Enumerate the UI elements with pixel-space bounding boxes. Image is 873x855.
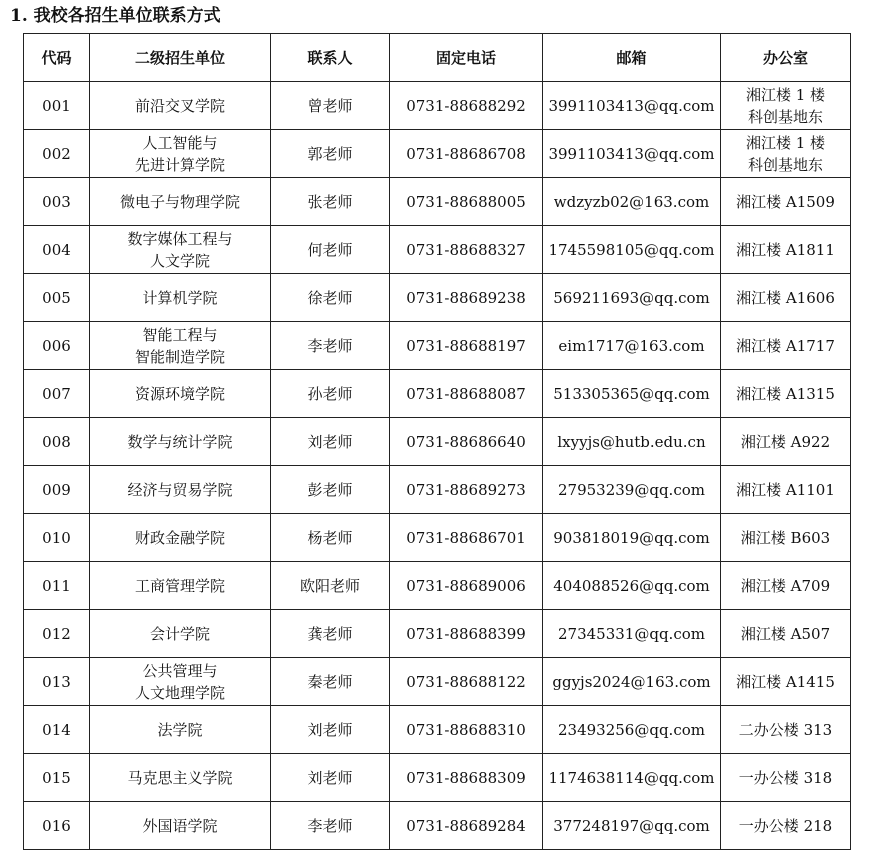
table-header-row	[24, 34, 851, 82]
cell-phone: 0731-88689273	[390, 466, 543, 514]
cell-unit-line: 经济与贸易学院	[127, 480, 233, 499]
cell-unit-line: 数字媒体工程与	[127, 229, 233, 248]
cell-office	[721, 562, 851, 610]
cell-phone: 0731-88688399	[390, 610, 543, 658]
cell-office	[721, 274, 851, 322]
cell-unit	[90, 562, 271, 610]
cell-unit-line: 人文学院	[149, 251, 210, 270]
cell-office	[721, 130, 851, 178]
cell-contact: 曾老师	[271, 82, 390, 130]
cell-email: 1745598105@qq.com	[543, 226, 721, 274]
table-row	[24, 562, 851, 610]
cell-unit-line: 财政金融学院	[134, 528, 225, 547]
cell-phone: 0731-88689284	[390, 802, 543, 850]
document-title: 1. 我校各招生单位联系方式	[10, 6, 221, 26]
table-row	[24, 754, 851, 802]
cell-office-line: 一办公楼 318	[738, 768, 833, 787]
cell-phone: 0731-88686708	[390, 130, 543, 178]
cell-office-line: 一办公楼 218	[738, 816, 833, 835]
cell-email: eim1717@163.com	[543, 322, 721, 370]
cell-unit	[90, 658, 271, 706]
cell-contact: 李老师	[271, 802, 390, 850]
table-row	[24, 706, 851, 754]
cell-email: 3991103413@qq.com	[543, 82, 721, 130]
cell-code: 001	[24, 82, 90, 130]
cell-email: 27953239@qq.com	[543, 466, 721, 514]
table-row	[24, 658, 851, 706]
cell-code: 012	[24, 610, 90, 658]
cell-unit-line: 会计学院	[149, 624, 210, 643]
cell-office	[721, 370, 851, 418]
header-contact: 联系人	[271, 34, 390, 82]
cell-code: 010	[24, 514, 90, 562]
cell-code: 005	[24, 274, 90, 322]
header-code: 代码	[24, 34, 90, 82]
cell-email: 513305365@qq.com	[543, 370, 721, 418]
cell-code: 004	[24, 226, 90, 274]
cell-phone: 0731-88688327	[390, 226, 543, 274]
cell-unit-line: 计算机学院	[142, 288, 218, 307]
cell-code: 009	[24, 466, 90, 514]
cell-office	[721, 178, 851, 226]
table-body	[24, 82, 851, 850]
cell-unit-line: 数学与统计学院	[127, 432, 233, 451]
cell-unit	[90, 610, 271, 658]
cell-unit	[90, 322, 271, 370]
cell-phone: 0731-88688292	[390, 82, 543, 130]
cell-code: 002	[24, 130, 90, 178]
cell-unit-line: 前沿交叉学院	[134, 96, 225, 115]
cell-unit-line: 人文地理学院	[134, 683, 225, 702]
cell-phone: 0731-88688087	[390, 370, 543, 418]
cell-office-line: 湘江楼 A922	[740, 432, 831, 451]
cell-office-line: 湘江楼 A709	[740, 576, 831, 595]
cell-unit-line: 资源环境学院	[134, 384, 225, 403]
table-row	[24, 130, 851, 178]
cell-office	[721, 226, 851, 274]
table-row	[24, 226, 851, 274]
cell-phone: 0731-88686640	[390, 418, 543, 466]
contacts-table	[23, 33, 851, 850]
cell-contact: 刘老师	[271, 754, 390, 802]
cell-office	[721, 706, 851, 754]
cell-contact: 孙老师	[271, 370, 390, 418]
cell-unit	[90, 466, 271, 514]
cell-email: 1174638114@qq.com	[543, 754, 721, 802]
cell-contact: 杨老师	[271, 514, 390, 562]
cell-phone: 0731-88689006	[390, 562, 543, 610]
cell-contact: 何老师	[271, 226, 390, 274]
cell-unit	[90, 418, 271, 466]
cell-phone: 0731-88688122	[390, 658, 543, 706]
cell-contact: 徐老师	[271, 274, 390, 322]
cell-office-line: 科创基地东	[747, 107, 823, 126]
cell-unit-line: 马克思主义学院	[127, 768, 233, 787]
cell-code: 014	[24, 706, 90, 754]
cell-office	[721, 466, 851, 514]
cell-email: ggyjs2024@163.com	[543, 658, 721, 706]
header-office: 办公室	[721, 34, 851, 82]
cell-email: 27345331@qq.com	[543, 610, 721, 658]
cell-unit	[90, 226, 271, 274]
cell-code: 003	[24, 178, 90, 226]
header-unit: 二级招生单位	[90, 34, 271, 82]
cell-unit	[90, 274, 271, 322]
cell-unit-line: 法学院	[157, 720, 203, 739]
cell-unit	[90, 82, 271, 130]
cell-office-line: 湘江楼 1 楼	[745, 85, 826, 104]
cell-phone: 0731-88689238	[390, 274, 543, 322]
table-row	[24, 418, 851, 466]
cell-office-line: 湘江楼 A1606	[736, 288, 835, 307]
cell-contact: 彭老师	[271, 466, 390, 514]
cell-phone: 0731-88688309	[390, 754, 543, 802]
cell-email: lxyyjs@hutb.edu.cn	[543, 418, 721, 466]
cell-office-line: 湘江楼 A1509	[736, 192, 835, 211]
cell-code: 006	[24, 322, 90, 370]
cell-code: 011	[24, 562, 90, 610]
cell-contact: 欧阳老师	[271, 562, 390, 610]
cell-code: 007	[24, 370, 90, 418]
cell-code: 013	[24, 658, 90, 706]
cell-office	[721, 322, 851, 370]
cell-email: 3991103413@qq.com	[543, 130, 721, 178]
table-row	[24, 610, 851, 658]
cell-code: 016	[24, 802, 90, 850]
cell-contact: 张老师	[271, 178, 390, 226]
cell-office	[721, 802, 851, 850]
cell-office	[721, 610, 851, 658]
cell-unit-line: 智能制造学院	[134, 347, 225, 366]
cell-unit-line: 人工智能与	[142, 133, 218, 152]
cell-email: 903818019@qq.com	[543, 514, 721, 562]
cell-email: 23493256@qq.com	[543, 706, 721, 754]
cell-email: 377248197@qq.com	[543, 802, 721, 850]
cell-office	[721, 82, 851, 130]
cell-unit-line: 工商管理学院	[134, 576, 225, 595]
cell-office-line: 科创基地东	[747, 155, 823, 174]
header-email: 邮箱	[543, 34, 721, 82]
table-row	[24, 466, 851, 514]
cell-unit-line: 微电子与物理学院	[119, 192, 240, 211]
cell-code: 008	[24, 418, 90, 466]
cell-unit	[90, 370, 271, 418]
table-row	[24, 322, 851, 370]
cell-unit	[90, 754, 271, 802]
cell-office	[721, 418, 851, 466]
cell-phone: 0731-88688197	[390, 322, 543, 370]
table-row	[24, 514, 851, 562]
cell-unit	[90, 130, 271, 178]
cell-phone: 0731-88688005	[390, 178, 543, 226]
table-row	[24, 82, 851, 130]
cell-office-line: 湘江楼 A507	[740, 624, 831, 643]
cell-office-line: 湘江楼 A1101	[736, 480, 835, 499]
cell-contact: 秦老师	[271, 658, 390, 706]
cell-phone: 0731-88686701	[390, 514, 543, 562]
cell-unit-line: 智能工程与	[142, 325, 218, 344]
cell-contact: 郭老师	[271, 130, 390, 178]
cell-email: wdzyzb02@163.com	[543, 178, 721, 226]
cell-unit	[90, 514, 271, 562]
cell-office	[721, 754, 851, 802]
table-row	[24, 274, 851, 322]
table-row	[24, 802, 851, 850]
cell-unit	[90, 178, 271, 226]
cell-office-line: 二办公楼 313	[738, 720, 833, 739]
cell-contact: 龚老师	[271, 610, 390, 658]
cell-contact: 刘老师	[271, 706, 390, 754]
cell-contact: 李老师	[271, 322, 390, 370]
cell-unit	[90, 706, 271, 754]
cell-office-line: 湘江楼 A1315	[736, 384, 835, 403]
cell-office-line: 湘江楼 B603	[740, 528, 831, 547]
cell-unit-line: 公共管理与	[142, 661, 218, 680]
table-row	[24, 370, 851, 418]
cell-office-line: 湘江楼 A1811	[736, 240, 835, 259]
cell-unit-line: 外国语学院	[142, 816, 218, 835]
cell-office-line: 湘江楼 A1717	[736, 336, 835, 355]
cell-office-line: 湘江楼 A1415	[736, 672, 835, 691]
cell-unit-line: 先进计算学院	[134, 155, 225, 174]
cell-office-line: 湘江楼 1 楼	[745, 133, 826, 152]
cell-office	[721, 658, 851, 706]
cell-email: 569211693@qq.com	[543, 274, 721, 322]
table-row	[24, 178, 851, 226]
cell-contact: 刘老师	[271, 418, 390, 466]
cell-office	[721, 514, 851, 562]
header-phone: 固定电话	[390, 34, 543, 82]
cell-unit	[90, 802, 271, 850]
cell-phone: 0731-88688310	[390, 706, 543, 754]
cell-code: 015	[24, 754, 90, 802]
cell-email: 404088526@qq.com	[543, 562, 721, 610]
